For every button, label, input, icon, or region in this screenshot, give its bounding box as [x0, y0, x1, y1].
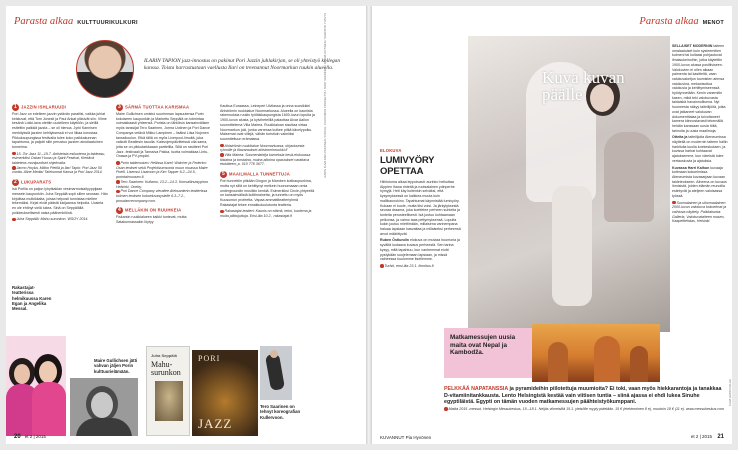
side-column-text-3: Kuvassa Harri Kalhun kuvaaja kotimaan kokoelmissa Ateneumista kuvasarjaan kuvaan taideteokseen. Aiheena on kuvaus ihmisistä, joiden elämän reunoilla esiintyvät ja ateljeen valoisassa työssä.: [672, 165, 727, 198]
section-heading-5: 5 MAAILMALLA TUNNETTUJA: [222, 171, 291, 178]
section-credit-3a: Tero Saarinen: Kullamo, 13.2.–14.3. Konsallirsasypiron Helsinki, Oneby.: [116, 179, 209, 189]
right-footer-credit: KUVANNUT Pia Hyvönen: [380, 435, 432, 440]
caption-rakastajat: Rakastajat-teatterissa helmikuussa Karen Egan ja Angelika Messal.: [12, 285, 52, 312]
bullet-icon: [220, 153, 224, 157]
side-column-note: Suomalainen ja ulkomaalainen 2000-luvun valokuva kokoelmat ja vaihtuva näyttely. Paikkakunta: Galleria, Valokuvataiteen museo, Kaapelitehdas, Helsinki.: [672, 200, 727, 224]
section-body-1: Pori Jazz on edelleen jazzin ystävän paratiisi, vaikka juhlat kiristuvat, että Tom Jonesit ja Paul Ankat pläsivät siin. Viime kesänä Lokki-lava otettiin uudelleen käyttöön, ja sielllä esiteltiin paikkiä jazzia – se oli hienoa. Jyrki Kannisen merkityksiä jazzien kehityksessä ei voi liikaa korostaa. Pikkukaupungissa festivalia tulee koko paikkakunnan tapahtuma, ja paljolti sille perustuu jazzien ainutlaatuinen tunnelma.: [12, 112, 107, 149]
section-credit-2: Juha Seppälä: Mahu-surunkon. WSOY 2014.: [12, 217, 108, 222]
side-column-text-2: Otteita ja taiteilijoita Ateneumissa näytteilä on modernin taiteen hallin harkitulla kuolla koekeskuksen, ja kuvissa harhat kohtaavat ajatuksemme, kun väreistä tulee vertauskuvia ja ajatuksia.: [672, 135, 728, 163]
bottom-strip: [444, 386, 726, 411]
section-note-1: 15.-Tor Jazz 11.–19.7. Artisteista esiluotena ja taideasu, esimerkiksi Oskari Huuvu ja Spirit Festival, Kiertävä taideteos monipuoliset ohjelmalla.: [12, 151, 106, 166]
left-column-1: [12, 104, 108, 222]
travel-photo: [532, 324, 660, 382]
article-title: LUMIVYÖRY OPETTAA: [380, 155, 435, 177]
hero-title: Kuva kuvan päälle: [542, 68, 625, 104]
bullet-icon: [12, 152, 16, 156]
bullet-icon: [672, 201, 676, 205]
bullet-icon: [116, 190, 120, 194]
rakastajat-photo: [6, 336, 66, 436]
section-heading-1: 1 JAZZIN ISHLARUUDI: [14, 104, 67, 110]
section-body-3: Maire Gullichsen omistui suurimman lapsuutensa Porin kokoiseen kaupunkiin ja Markettu Seppälä on toimintaa voimakkaasti yhteensä. Porista on lähtöisin kansainvälisen myös tanssijat Tero Saarinen, Jorma Uotinen ja Pori Dance Companya vetävä Mikko Lampinen – lisäksi Liisa Nojonen tanssikoulun. Etkä tällä on myös Liverpool-limoitä, joka vaikutti Beatlesin tauolla. Kaisvojenpäivitteissä olla sama, jotta se on pikkutarkkaaan parttelilla. Sillä on rasitteet Pori Jazz -festivaali ja Tanssiva Pakka, tuotta voimakkaa Lintu-Onawa ja PV-ympäri.: [116, 112, 211, 159]
left-column-3: [220, 104, 316, 219]
bullet-icon: [220, 210, 224, 214]
side-column: [672, 44, 728, 344]
right-subsection-title: MENOT: [702, 20, 724, 26]
right-page: [372, 6, 732, 444]
section-heading-3: 3 SÄRMÄ TUOTTAA KARISMAA: [118, 104, 190, 110]
bullet-icon: [116, 180, 120, 184]
section-heading-2: 2 LUKUPARATS: [14, 179, 52, 186]
left-subsection-title: KULTTUURIKULKURI: [77, 20, 138, 26]
bullet-icon: [380, 264, 384, 268]
bullet-icon: [116, 161, 120, 165]
right-folio: et 2 | 2015 21: [690, 434, 724, 440]
right-header: [639, 16, 724, 27]
section-note-4a: Ahlströmin ruukkialue Noormarkussa; ohjauksesta ryhmille ja tilavaraukset ahlstrominruukki.fi: [220, 143, 305, 153]
promo-text: Matkamessujen uusia maita ovat Nepal ja Kambodža.: [450, 334, 516, 357]
article-body: Hiihtoloma alkaa leppoisasti: aurinko helkuttaa Alppien ihana rinteitä ja ruotsalainen ydinperhe hymyjä. Heti käy kuitenkin selväksi, että kysymyksessä on kaikkea muuta kuin mallikaunokino. Tapahtumat käynnistää lumivyöry. Kukaan ei kuole, mutta tilsi voisi. Ja järkytyksestä seuraa draama, joka koettelee perheen suhteita ja tunteita perusteellisesti. Isä joutuu kohtaamaan pelkonsa, ja vaimo taas pettymyksensä. Lopulta kukin joutuu miettimään, millaisena vanhempana haluaa lapsiaan kasvattaa ja millaiseksi perheensä arvot määrittyvät.: [380, 180, 461, 236]
left-column-2: [116, 104, 212, 225]
right-section-title: Parasta alkaa: [639, 16, 699, 27]
tero-dance-photo: [260, 346, 292, 400]
intro-text: ILARIN TAPION jazz-innostus on pakinut Pori Jazzin juhlakirjan, se oli yhteistyö kollegan kanssa. Toista harrastustaan vaellusta Ilari on treenannut Noormarkun ruukin alueella.: [144, 58, 341, 71]
vertical-photo-credit: ILARIN KUVA KARI PEKONEN / CIRCLE: KUUSUMUN PROFEETTA / TERO SAARINEN / JORMA UOTINEN / SAARISTO YHTEYS: [323, 12, 327, 178]
left-section-title: Parasta alkaa: [14, 16, 74, 27]
section-body-4-cont: Kauttua Euraassa, Leineperi Ulvilassa ja onna suosikkini Ahlströmin ruukkialue Noormarkussa. Alueella on kaunista rakennuksia ruukin työläiskaupungista 1600-luvun lopulta ja 1900-luvun alusta, ja kylvihetelillä palauttaa Alvar Aallon suunnittelema Villa Mairea. Ruukkialuan sisuttaa virtaa Noormarkun joki, jonka varressa kulkee pitkä kävelypolku. Maisemat ovat villejä, vähän turistiuin valmiiksi suunniteltuun erämaissa.: [220, 104, 315, 141]
section-note-4b: Villa Mairea: Suomenlahtija karneksia kesä-elokuussa tiistaina ja torstaina, muina aikoina opastukset varattava etukäteen; p. 010 778 3677.: [220, 153, 311, 167]
side-column-text: SELLAISET MODERNIN taiteen omalaatuiset kuin systeemitien kulmeni tai kollaasi pohjautuvat ilmaisukeinoihin, jotka käytettiin 1900-luvun alussa positiiviseen. Valokuvien ei ollen alkaan paimenta tai kasitteltä, vaan valokuvaketjun tuomisten arimsa valokuvina, mekanisoitua valokuvia ja kehittymiseenssä hyödynnetään. Kenin vanemitin kasen, mikä teki valokuvasta taidaiskä havainnollisena. Nyt huoneesta näkyy taiteilijöitä, jotka ovat jatkaneet valokuvan dokumenttialaa ja toivottaneet kamera kiinnostavasti tekemällä heidän kanssaan uusia töitä, tarinoita ja uusia maailmoja.: [672, 44, 726, 133]
bottom-strip-note: Matka 2015 -messut, Helsingin Messukeskus, 15.–18.1. Neljäs viimeisiltä 15.1. yleisölle myyty pidetään. 15 € (elektroninen 8 e), muutoin 18 € (11 e). www.messukeskus.com: [444, 407, 726, 412]
article-body-2: Ruben Östlundin elokuva on mustaa huumoria ja syvältä luotaava kuvaus perheestä. Sen tarina kysyy, mitä tapahtuu, kun vanhemmat eivät pystykään suojelemaan lapsiaan, ja missä vaiheessa kuulumme itsellemme.: [380, 238, 460, 262]
book-cover: Juha Seppälä Mahu- surunkon: [146, 346, 190, 436]
ilari-portrait: [76, 40, 134, 98]
section-credit-1: Jarmo Hoyka, Mikko Pietilä ja Ilari Tapio: Pori Jazz 50 vuotta. Aline Media/ Talekunnat Kansa ja Pori Jazz 2014.: [12, 165, 103, 175]
section-body-5: Pori tunnettiin pitkään Dingon ja Mamben kotikaupunkina, mutta nyt sillä on kehittynyt melkein huonomaaan omia undergroundin musiikin kenkiä. Esimerkiksi Circle-yhtyeellä on kansainvälistä kulttimainetta, ja tunnettu on myös Kuusumun profeetta. Vapaa ammattiteatteriyhmä Rakastajat tekee ennakkoluulotonta teatteria.: [220, 179, 315, 207]
side-vertical-credit: KUVA HARRI KALHA: [728, 379, 732, 406]
caption-tero: Tero Saarinen on tehnyt koreografian Kullervoon.: [260, 404, 301, 420]
section-heading-4: 4 MELLÄKIN ON RUUHKEIA: [118, 207, 182, 214]
left-header: [14, 16, 138, 27]
bullet-icon: [220, 144, 224, 148]
section-body-4: Fiskarsin ruukkialueen kaikki tuntevat, mutta Satakunnassakin löytyy: [116, 215, 187, 225]
article-note: Turisti, ensi-ilta 23.1. Ilmoitus.fi: [380, 264, 464, 269]
article-kicker: ELOKUVA: [380, 148, 402, 153]
section-body-2: Isä Porilla on paljon lyhytkaklan vesimarmoisaityyppijaan messein kaupunkiin. Juha Seppälä sopii sillen seuraan. Hän kirjoittaa mutkikkaita, joissa helposti tunnistaa mieltee tekemäksi. Kirjat eivät päästä lukijaansa helpolla. Uusinta en ole ehtinyt vielä lukea. Sinä on Seppälällä poikkeuksellisesti naisa päähenkilönä.: [12, 187, 108, 215]
jazz-poster: PORI JAZZ: [192, 350, 258, 436]
left-page: [6, 6, 366, 444]
promo-box: [444, 328, 532, 378]
bullet-icon: [444, 407, 448, 411]
bullet-icon: [12, 166, 16, 170]
left-folio: 20 et 2 | 2015: [14, 434, 46, 440]
section-credit-3b: Pori Dance Company vierailee Aleksanterin teatterissa kolmen teoksen kokoeluvasyslelle 6.3–7.2., porudancecompany.com.: [116, 189, 208, 203]
maire-portrait: [70, 378, 138, 436]
section-note-5: Rakastajat-teatteri: Kaunis on elämä, tekoi, kuolema ja muita pikkujuttuja. Ensi-ilta 10.2., rakastajat.fi: [220, 209, 312, 219]
section-note-3: Porin taidemuseo: Hellissa Karel; Walcher ja Federico Osan teokset sekä Projektivumsonla muun muassa Maire Poelli. Lisenssi Lisaroom ja Kim Tapper 6.2.–24.5., porintaimuuseo.fi.: [116, 161, 208, 180]
caption-maire: Maire Gullichsen jätti vahvan jäljen Porin kulttuurielämään.: [94, 358, 138, 374]
film-article: [380, 148, 464, 269]
bullet-icon: [12, 218, 16, 222]
bottom-strip-text: PELKKÄÄ NAPATANSSIA ja pyramideihin piilotettuja muumioita? Ei toki, vaan myös hiekkarantoja ja tanakkaa D-vitamiinitankkausta. Lento Helsingistä kestää vain viitisen tuntia – siinä ajassa ei ehdi lukea Sinuhe egyptiläistä. Egypti on tämän vuoden matkamessujen päähteistyökumppani.: [444, 386, 722, 406]
